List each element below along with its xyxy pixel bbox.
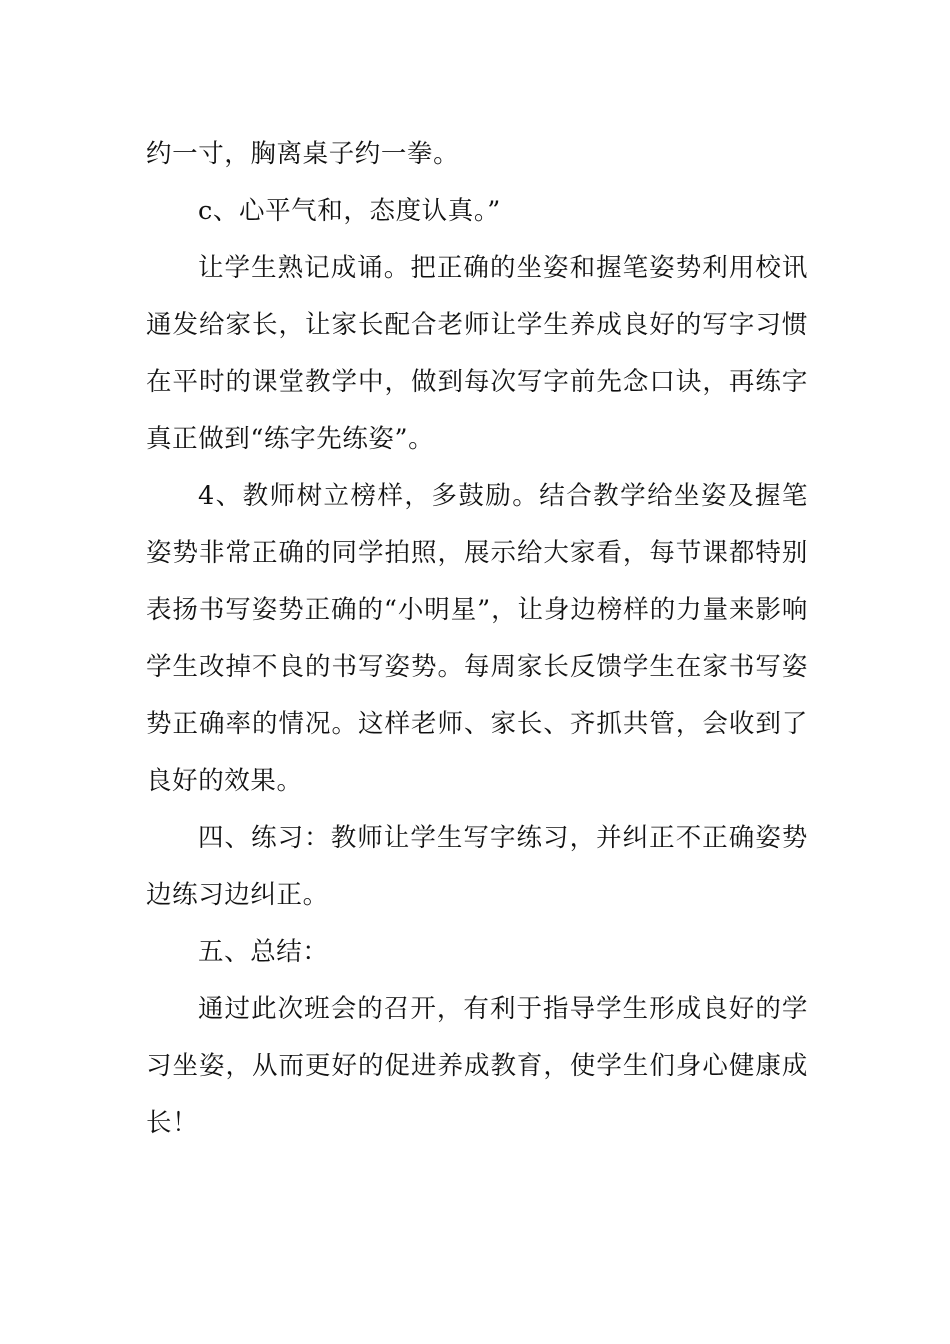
paragraph-section-summary: 五、总结： [198,937,329,967]
paragraph-memorize: 让学生熟记成诵。把正确的坐姿和握笔姿势利用校讯通发给家长，让家长配合老师让学生养成良好的写字习惯在平时的课堂教学中，做到每次写字前先念口诀，再练字真正做到“练字先练姿”。 [146,253,808,454]
document-body [146,126,808,1152]
paragraph-section-practice: 四、练习：教师让学生写字练习，并纠正不正确姿势边练习边纠正。 [146,823,808,910]
paragraph-item-c: c、心平气和，态度认真。” [198,196,501,226]
paragraph-item-4: 4、教师树立榜样，多鼓励。结合教学给坐姿及握笔姿势非常正确的同学拍照，展示给大家看，每节课都特别表扬书写姿势正确的“小明星”，让身边榜样的力量来影响学生改掉不良的书写姿势。每周家长反馈学生在家书写姿势正确率的情况。这样老师、家长、齐抓共管，会收到了良好的效果。 [146,481,808,796]
paragraph-continuation: 约一寸，胸离桌子约一拳。 [146,139,460,169]
paragraph-conclusion: 通过此次班会的召开，有利于指导学生形成良好的学习坐姿，从而更好的促进养成教育，使学生们身心健康成长！ [146,994,808,1138]
